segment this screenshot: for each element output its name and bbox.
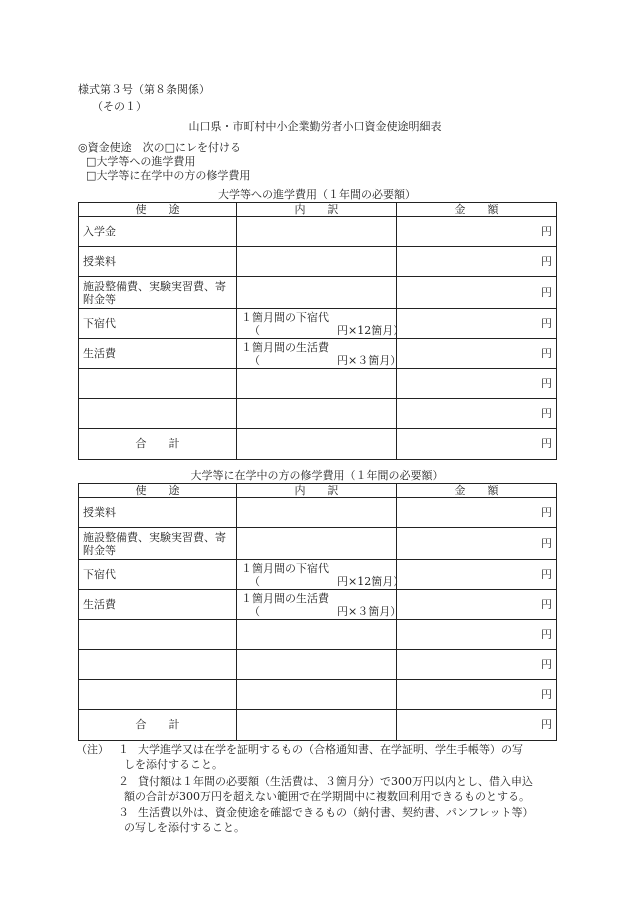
column-header-use [79, 203, 237, 217]
table-row [79, 528, 557, 560]
use-cell[interactable]: 下宿代 [79, 560, 237, 590]
detail-line: （ 円×12箇月） [249, 323, 405, 337]
total-label: 合 計 [79, 429, 237, 460]
detail-line: １箇月間の生活費 [241, 340, 329, 354]
column-header-use [79, 484, 237, 498]
table-row [79, 369, 557, 399]
detail-cell[interactable] [237, 680, 397, 710]
note-text: しを添付すること。 [124, 758, 223, 771]
detail-line: １箇月間の下宿代 [241, 310, 329, 324]
table2-caption: 大学等に在学中の方の修学費用（１年間の必要額） [190, 469, 444, 482]
table-row [79, 620, 557, 650]
detail-line: （ 円×12箇月） [249, 574, 405, 588]
amount-cell[interactable]: 円 [397, 369, 557, 399]
note-text: 大学進学又は在学を証明するもの（合格通知書、在学証明、学生手帳等）の写 [138, 743, 523, 756]
total-amount-cell[interactable]: 円 [397, 429, 557, 460]
table1 [78, 202, 557, 460]
detail-cell[interactable] [237, 620, 397, 650]
table-header-row [79, 484, 557, 498]
use-cell[interactable] [79, 620, 237, 650]
detail-cell[interactable] [237, 498, 397, 528]
total-row [79, 429, 557, 460]
form-part: （その１） [92, 100, 147, 113]
total-detail-cell[interactable] [237, 429, 397, 460]
total-amount-cell[interactable]: 円 [397, 710, 557, 741]
page-title: 山口県・市町村中小企業勤労者小口資金使途明細表 [188, 120, 442, 133]
use-cell[interactable]: 授業料 [79, 498, 237, 528]
usage-option-enrolled[interactable]: □大学等に在学中の方の修学費用 [86, 169, 251, 182]
column-header-label: 内 訳 [294, 484, 339, 497]
detail-cell[interactable] [237, 247, 397, 277]
note-number: １ [118, 743, 129, 756]
amount-cell[interactable]: 円 [397, 217, 557, 247]
table-row [79, 399, 557, 429]
use-cell[interactable]: 施設整備費、実験実習費、寄附金等 [79, 277, 237, 309]
detail-cell[interactable] [237, 590, 402, 620]
detail-line: （ 円×３箇月） [249, 353, 402, 367]
usage-heading: ◎資金使途 次の□にレを付ける [78, 141, 241, 154]
amount-cell[interactable]: 円 [397, 560, 557, 590]
column-header-amount [397, 203, 557, 217]
table-row [79, 680, 557, 710]
detail-line: １箇月間の下宿代 [241, 561, 329, 575]
table1-caption: 大学等への進学費用（１年間の必要額） [218, 188, 416, 201]
column-header-label: 使 途 [135, 203, 180, 216]
note-text: 額の合計が300万円を超えない範囲で在学期間中に複数回利用できるものとする。 [124, 790, 530, 803]
detail-cell[interactable] [237, 309, 405, 339]
amount-cell[interactable]: 円 [397, 339, 557, 369]
table-row [79, 590, 557, 620]
detail-cell[interactable] [237, 339, 402, 369]
total-row [79, 710, 557, 741]
usage-option-admission[interactable]: □大学等への進学費用 [86, 155, 196, 168]
table2 [78, 483, 557, 741]
column-header-label: 金 額 [454, 203, 499, 216]
note-number: ３ [118, 806, 129, 819]
amount-cell[interactable]: 円 [397, 650, 557, 680]
amount-cell[interactable]: 円 [397, 590, 557, 620]
detail-cell[interactable] [237, 650, 397, 680]
detail-cell[interactable] [237, 369, 397, 399]
use-cell[interactable] [79, 369, 237, 399]
table-header-row [79, 203, 557, 217]
table-row [79, 560, 557, 590]
column-header-label: 使 途 [135, 484, 180, 497]
note-text: 生活費以外は、資金使途を確認できるもの（納付書、契約書、パンフレット等） [138, 806, 534, 819]
detail-cell[interactable] [237, 528, 397, 560]
column-header-amount [397, 484, 557, 498]
use-cell[interactable] [79, 680, 237, 710]
table-row [79, 339, 557, 369]
column-header-detail [237, 203, 397, 217]
amount-cell[interactable]: 円 [397, 399, 557, 429]
use-cell[interactable] [79, 650, 237, 680]
use-cell[interactable]: 授業料 [79, 247, 237, 277]
notes-label: （注） [76, 743, 109, 756]
table-row [79, 247, 557, 277]
amount-cell[interactable]: 円 [397, 680, 557, 710]
form-number: 様式第３号（第８条関係） [78, 83, 210, 96]
table-row [79, 217, 557, 247]
detail-cell[interactable] [237, 560, 405, 590]
total-label: 合 計 [79, 710, 237, 741]
amount-cell[interactable]: 円 [397, 247, 557, 277]
column-header-label: 金 額 [454, 484, 499, 497]
table-row [79, 498, 557, 528]
detail-cell[interactable] [237, 217, 397, 247]
detail-cell[interactable] [237, 399, 397, 429]
note-text: 貸付額は１年間の必要額（生活費は、３箇月分）で300万円以内とし、借入申込 [138, 775, 533, 788]
amount-cell[interactable]: 円 [397, 498, 557, 528]
detail-line: １箇月間の生活費 [241, 591, 329, 605]
amount-cell[interactable]: 円 [397, 309, 557, 339]
total-detail-cell[interactable] [237, 710, 397, 741]
use-cell[interactable] [79, 399, 237, 429]
use-cell[interactable]: 施設整備費、実験実習費、寄附金等 [79, 528, 237, 560]
use-cell[interactable]: 下宿代 [79, 309, 237, 339]
table-row [79, 650, 557, 680]
table-row [79, 277, 557, 309]
table-row [79, 309, 557, 339]
use-cell[interactable]: 生活費 [79, 339, 237, 369]
amount-cell[interactable]: 円 [397, 277, 557, 309]
note-text: の写しを添付すること。 [124, 821, 245, 834]
column-header-detail [237, 484, 397, 498]
column-header-label: 内 訳 [294, 203, 339, 216]
detail-cell[interactable] [237, 277, 397, 309]
use-cell[interactable]: 生活費 [79, 590, 237, 620]
detail-line: （ 円×３箇月） [249, 604, 402, 618]
note-number: ２ [118, 775, 129, 788]
amount-cell[interactable]: 円 [397, 528, 557, 560]
amount-cell[interactable]: 円 [397, 620, 557, 650]
use-cell[interactable]: 入学金 [79, 217, 237, 247]
